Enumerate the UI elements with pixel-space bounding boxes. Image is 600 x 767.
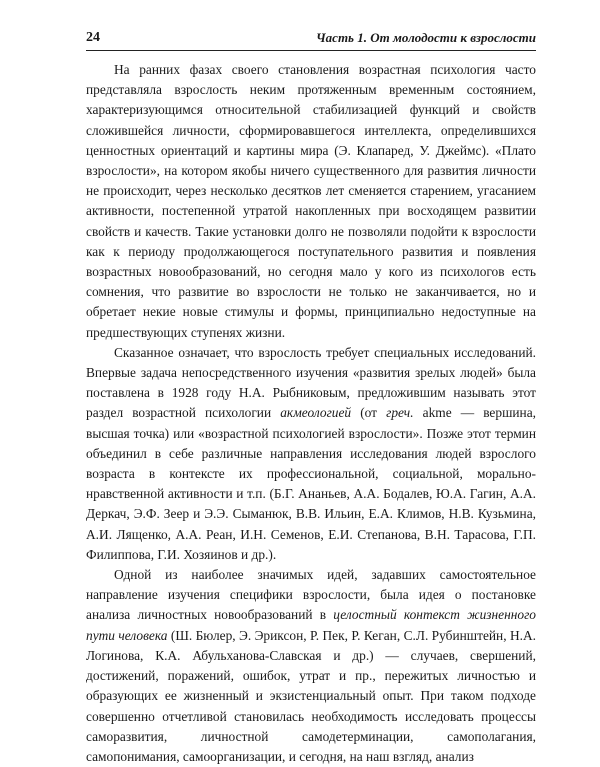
text-run: Одной из наиболее значимых идей, задавших самостоятельное направление изучения специфики взрослости, была идея о постановке анализа личностных новообразований в <box>86 567 536 623</box>
running-head: Часть 1. От молодости к взрослости <box>315 30 536 45</box>
body-text <box>86 60 536 767</box>
italic-term: греч. <box>386 405 414 421</box>
page-header <box>86 22 536 46</box>
paragraph <box>86 60 536 343</box>
text-run: akme — вершина, высшая точка) или «возрастной психологией взрослости». Позже этот термин объединил в себе различные направления исследования людей взрослого возраста в контексте их профессиональной, социальной, морально-нравственной активности и т.п. (Б.Г. Ананьев, А.А. Бодалев, Ю.А. Гагин, А.А. Деркач, Э.Ф. Зеер и Э.Э. Сыманюк, В.В. Ильин, Е.А. Климов, Н.В. Кузьмина, А.И. Лященко, А.А. Реан, И.Н. Семенов, Е.И. Степанова, В.Н. Тарасова, Г.П. Филиппова, Г.И. Хозяинов и др.). <box>86 405 537 562</box>
italic-term: акмеологией <box>280 405 352 421</box>
text-run: На ранних фазах своего становления возрастная психология часто представляла взрослость неким протяженным временным состоянием, характеризующимся относительной стабилизацией функций и свойств сложившейся личности, сформировавшегося интеллекта, определившихся ценностных ориентаций и картины мира (Э. Клапаред, У. Джеймс). «Плато взрослости», на котором якобы ничего существенного для развития личности не происходит, через несколько десятков лет сменяется старением, угасанием активности, постепенной утратой накопленных при восходящем развитии свойств и качеств. Такие установки долго не позволяли подойти к взрослости как к периоду продолжающегося поступательного развития и появления возрастных новообразований, но сегодня мало у кого из психологов есть сомнения, что развитие во взрослости не только не заканчивается, но и обретает некие новые стимулы и формы, принципиально недоступные на предшествующих ступенях жизни. <box>86 62 536 340</box>
text-run: Сказанное означает, что взрослость требует специальных исследований. Впервые задача непосредственного изучения «развития зрелых людей» была поставлена в 1928 году Н.А. Рыбниковым, предложившим называть этот раздел возрастной психологии <box>86 344 536 421</box>
paragraph <box>86 565 536 767</box>
text-run: (от <box>351 405 387 421</box>
header-rule <box>86 50 536 51</box>
paragraph <box>86 343 536 565</box>
text-run: (Ш. Бюлер, Э. Эриксон, Р. Пек, Р. Кеган, С.Л. Рубинштейн, Н.А. Логинова, К.А. Абульханова-Славская и др.) — случаев, свершений, достижений, поражений, ошибок, утрат и пр., пережитых личностью и образующих ее жизненный и экзистенциальный опыт. При таком подходе совершенно отчетливой становилась необходимость исследовать процессы саморазвития, личностной самодетерминации, самополагания, самопонимания, самоорганизации, и сегодня, на наш взгляд, анализ <box>86 627 536 764</box>
italic-term: целостный контекст жизненного пути человека <box>86 607 536 643</box>
page-number: 24 <box>86 30 100 45</box>
